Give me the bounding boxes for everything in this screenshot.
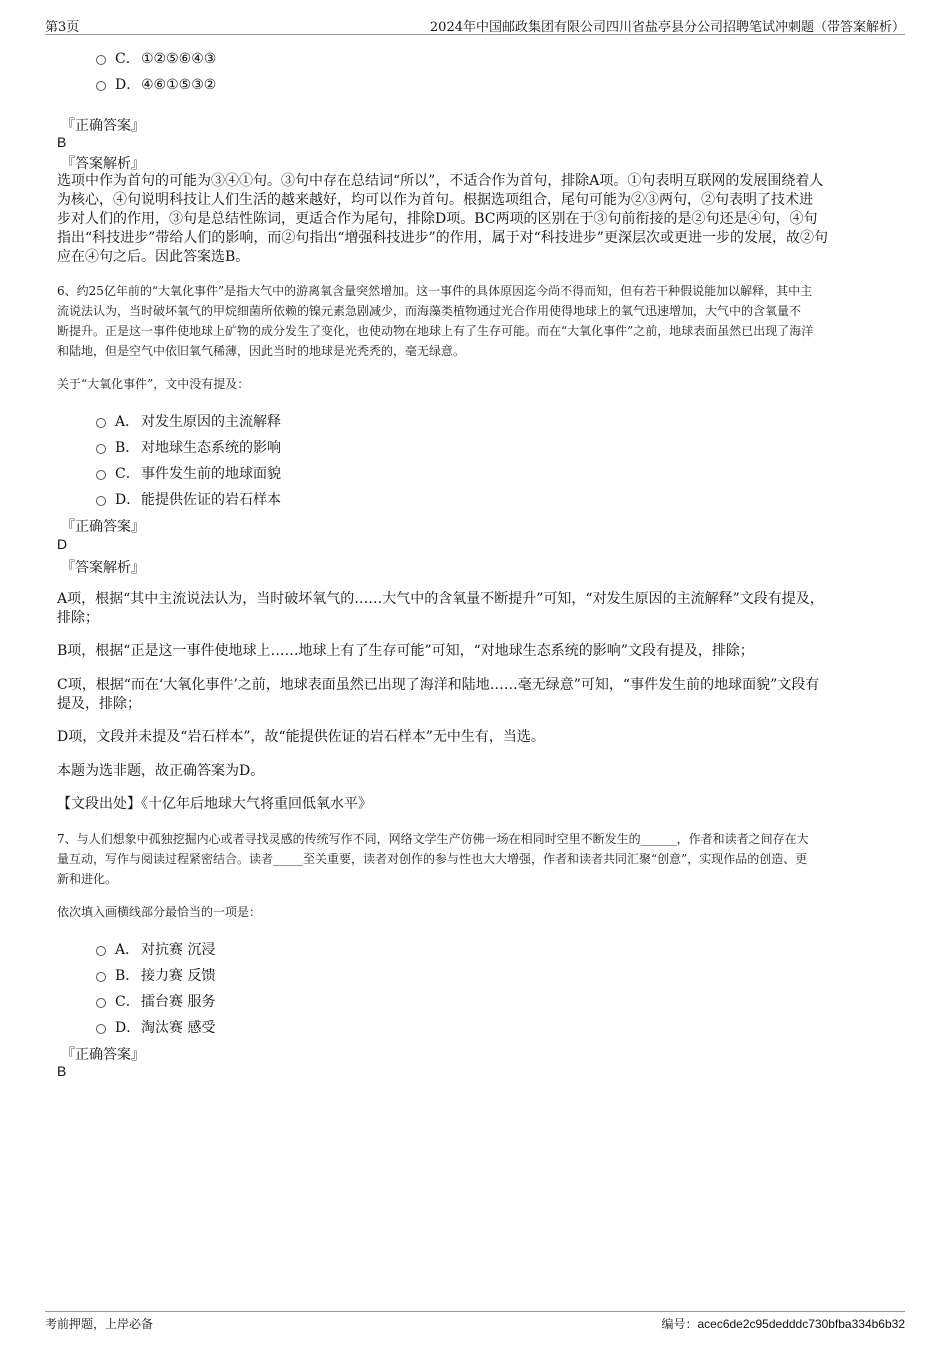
radio-icon[interactable] <box>96 81 106 91</box>
q6-option-d[interactable]: D．能提供佐证的岩石样本 <box>96 489 281 509</box>
radio-icon[interactable] <box>96 444 106 454</box>
q6-answer-heading: 『正确答案』 <box>61 519 145 535</box>
q5-answer-heading: 『正确答案』 <box>61 118 145 134</box>
radio-icon[interactable] <box>96 998 106 1008</box>
q6-analysis-c: C项，根据“而在‘大氧化事件’之前，地球表面虽然已出现了海洋和陆地……毫无绿意”可知，“事件发生前的地球面貌”文段有 提及，排除； <box>57 677 820 712</box>
radio-icon[interactable] <box>96 470 106 480</box>
q6-option-a[interactable]: A． 对发生原因的主流解释 <box>96 411 281 431</box>
footer-slogan: 考前押题，上岸必备 <box>45 1317 154 1331</box>
q6-answer: D <box>57 536 68 552</box>
q5-analysis: 选项中作为首句的可能为③④①句。③句中存在总结词“所以”，不适合作为首句，排除A项。①句表明互联网的发展围绕着人 为核心，④句说明科技让人们生活的越来越好，均可以作为首句。根据选项组合，尾句可能为②③两句，②句表明了技术进 步对人们的作用，③句是总结性陈词，更适合作为尾句，排除D项。BC两项的区别在于③句前衔接的是②句还是④句，④句 指出“科技进步”带给人们的影响，而②句指出“增强科技进步”的作用，属于对“科技进步”更深层次或更进一步的发展，故②句 应在④句之后。因此答案选B。 <box>57 173 828 265</box>
q7-option-a[interactable]: A． 对抗赛 沉浸 <box>96 939 215 959</box>
document-title: 2024年中国邮政集团有限公司四川省盐亭县分公司招聘笔试冲刺题（带答案解析） <box>429 20 905 35</box>
q6-conclusion: 本题为选非题，故正确答案为D。 <box>57 763 265 779</box>
q7-option-b[interactable]: B． 接力赛 反馈 <box>96 965 215 985</box>
q7-question: 依次填入画横线部分最恰当的一项是： <box>57 905 262 919</box>
radio-icon[interactable] <box>96 496 106 506</box>
radio-icon[interactable] <box>96 55 106 65</box>
q7-passage: 7、与人们想象中孤独挖掘内心或者寻找灵感的传统写作不同，网络文学生产仿佛一场在相同时空里不断发生的______，作者和读者之间存在大 量互动，写作与阅读过程紧密结合。读者_____至关重要，读者对创作的参与性也大大增强，作者和读者共同汇聚“创意”，实现作品的创造、更 新和进化。 <box>57 832 809 886</box>
q6-passage: 6、约25亿年前的“大氧化事件”是指大气中的游离氧含量突然增加。这一事件的具体原因迄今尚不得而知，但有若干种假说能加以解释，其中主 流说法认为，当时破坏氧气的甲烷细菌所依赖的镍元素急剧减少，而海藻类植物通过光合作用使得地球上的氧气迅速增加，大气中的含氧量不 断提升。正是这一事件使地球上矿物的成分发生了变化，也使动物在地球上有了生存可能。而在“大氧化事件”之前，地球表面虽然已出现了海洋 和陆地，但是空气中依旧氧气稀薄，因此当时的地球是光秃秃的，毫无绿意。 <box>57 284 814 358</box>
q6-source: 【文段出处】《十亿年后地球大气将重回低氧水平》 <box>57 796 372 812</box>
radio-icon[interactable] <box>96 1024 106 1034</box>
q5-analysis-heading: 『答案解析』 <box>61 156 145 172</box>
q6-analysis-a: A项，根据“其中主流说法认为，当时破坏氧气的……大气中的含氧量不断提升”可知，“对发生原因的主流解释”文段有提及， 排除； <box>57 591 824 626</box>
q7-answer-heading: 『正确答案』 <box>61 1047 145 1063</box>
q5-option-c[interactable]: C．①②⑤⑥④③ <box>96 48 216 68</box>
document-id: 编号：acec6de2c95dedddc730bfba334b6b32 <box>661 1317 905 1331</box>
page-header <box>45 16 905 35</box>
q6-question: 关于“大氧化事件”，文中没有提及： <box>57 377 250 391</box>
q6-option-c[interactable]: C．事件发生前的地球面貌 <box>96 463 281 483</box>
radio-icon[interactable] <box>96 946 106 956</box>
page-footer <box>45 1311 905 1334</box>
page-number: 第3页 <box>45 20 80 35</box>
q5-option-d[interactable]: D．④⑥①⑤③② <box>96 74 216 94</box>
radio-icon[interactable] <box>96 418 106 428</box>
q7-option-d[interactable]: D．淘汰赛 感受 <box>96 1017 215 1037</box>
q7-option-c[interactable]: C．擂台赛 服务 <box>96 991 215 1011</box>
q5-answer: B <box>57 134 67 150</box>
q6-analysis-b: B项，根据“正是这一事件使地球上……地球上有了生存可能”可知，“对地球生态系统的影响”文段有提及，排除； <box>57 643 754 659</box>
q6-analysis-heading: 『答案解析』 <box>61 560 145 576</box>
q6-option-b[interactable]: B． 对地球生态系统的影响 <box>96 437 281 457</box>
q7-answer: B <box>57 1063 67 1079</box>
q6-analysis-d: D项，文段并未提及“岩石样本”，故“能提供佐证的岩石样本”无中生有，当选。 <box>57 729 545 745</box>
radio-icon[interactable] <box>96 972 106 982</box>
